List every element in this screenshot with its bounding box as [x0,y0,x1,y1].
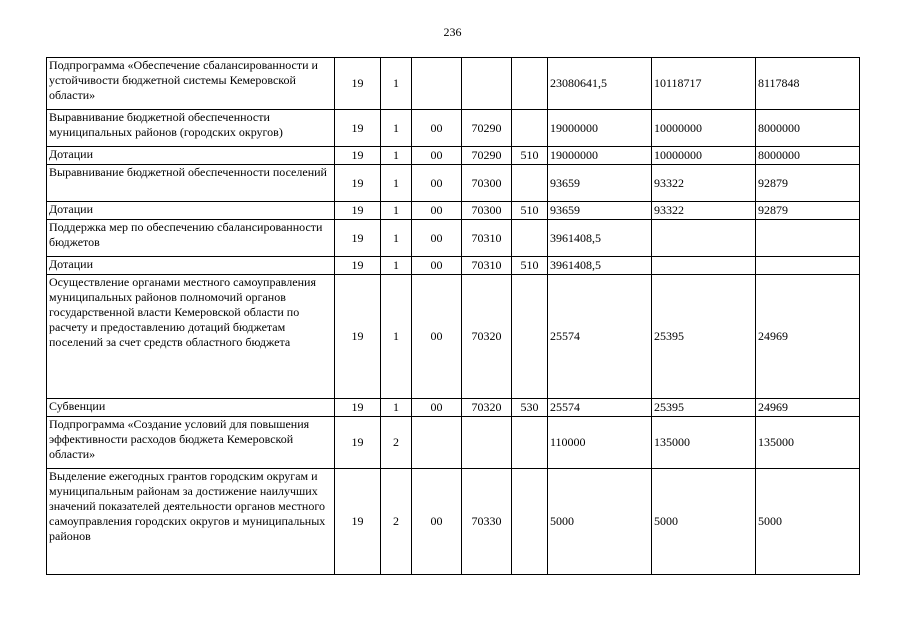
row-value-3: 135000 [756,417,860,469]
row-code-4 [462,417,512,469]
row-code-4: 70290 [462,147,512,165]
row-name: Подпрограмма «Обеспечение сбалансированности и устойчивости бюджетной системы Кемеровской области» [47,58,335,110]
row-code-3: 00 [412,202,462,220]
row-code-4: 70310 [462,257,512,275]
row-value-1: 5000 [548,469,652,575]
row-value-1: 3961408,5 [548,220,652,257]
row-value-1: 23080641,5 [548,58,652,110]
row-code-5 [512,110,548,147]
row-value-1: 93659 [548,165,652,202]
row-code-5: 530 [512,399,548,417]
row-code-1: 19 [335,147,381,165]
row-code-4 [462,58,512,110]
row-value-2: 10000000 [652,147,756,165]
table-row [47,275,860,399]
row-code-3 [412,58,462,110]
row-name: Выравнивание бюджетной обеспеченности поселений [47,165,335,202]
row-code-1: 19 [335,417,381,469]
row-code-1: 19 [335,220,381,257]
row-value-2 [652,257,756,275]
table-row [47,58,860,110]
row-code-4: 70330 [462,469,512,575]
row-code-2: 1 [381,257,412,275]
row-code-4: 70310 [462,220,512,257]
row-code-2: 2 [381,417,412,469]
row-code-5 [512,165,548,202]
row-value-3: 8117848 [756,58,860,110]
row-name: Подпрограмма «Создание условий для повышения эффективности расходов бюджета Кемеровской области» [47,417,335,469]
row-code-2: 1 [381,165,412,202]
row-code-1: 19 [335,399,381,417]
table-row [47,257,860,275]
table-row [47,220,860,257]
page-number: 236 [443,25,462,39]
row-code-3: 00 [412,110,462,147]
row-code-3: 00 [412,399,462,417]
row-name: Субвенции [47,399,335,417]
row-value-3: 92879 [756,165,860,202]
row-value-3: 5000 [756,469,860,575]
row-value-2: 10118717 [652,58,756,110]
table-row [47,202,860,220]
row-name: Дотации [47,147,335,165]
table-row [47,165,860,202]
row-code-5 [512,469,548,575]
row-value-1: 93659 [548,202,652,220]
row-value-3: 8000000 [756,147,860,165]
row-code-2: 1 [381,58,412,110]
row-code-1: 19 [335,275,381,399]
row-code-5 [512,58,548,110]
row-code-3 [412,417,462,469]
row-value-2: 93322 [652,202,756,220]
row-code-5 [512,275,548,399]
row-code-2: 1 [381,110,412,147]
row-code-4: 70300 [462,202,512,220]
row-code-4: 70300 [462,165,512,202]
table-row [47,469,860,575]
row-value-2: 135000 [652,417,756,469]
row-value-2: 93322 [652,165,756,202]
row-value-2: 5000 [652,469,756,575]
row-code-1: 19 [335,165,381,202]
row-code-5: 510 [512,147,548,165]
row-code-4: 70320 [462,275,512,399]
row-code-1: 19 [335,110,381,147]
row-code-5 [512,220,548,257]
row-value-2: 25395 [652,275,756,399]
row-value-2 [652,220,756,257]
row-code-2: 1 [381,147,412,165]
row-code-3: 00 [412,220,462,257]
row-value-2: 25395 [652,399,756,417]
row-code-1: 19 [335,257,381,275]
row-code-3: 00 [412,469,462,575]
row-value-3 [756,220,860,257]
row-code-2: 1 [381,275,412,399]
row-name: Выравнивание бюджетной обеспеченности муниципальных районов (городских округов) [47,110,335,147]
table-row [47,399,860,417]
row-value-3: 8000000 [756,110,860,147]
row-name: Дотации [47,202,335,220]
row-value-2: 10000000 [652,110,756,147]
row-code-5: 510 [512,202,548,220]
table-row [47,417,860,469]
row-code-3: 00 [412,165,462,202]
row-value-3 [756,257,860,275]
table-row [47,110,860,147]
row-value-1: 3961408,5 [548,257,652,275]
row-code-5: 510 [512,257,548,275]
row-code-2: 1 [381,399,412,417]
row-name: Выделение ежегодных грантов городским округам и муниципальным районам за достижение наилучших значений показателей деятельности органов местного самоуправления городских округов и муниципальных районов [47,469,335,575]
row-name: Осуществление органами местного самоуправления муниципальных районов полномочий органов государственной власти Кемеровской области по расчету и предоставлению дотаций бюджетам поселений за счет средств областного бюджета [47,275,335,399]
row-value-3: 92879 [756,202,860,220]
row-code-1: 19 [335,469,381,575]
row-code-3: 00 [412,147,462,165]
row-code-2: 1 [381,220,412,257]
row-code-1: 19 [335,58,381,110]
row-value-3: 24969 [756,399,860,417]
row-code-2: 1 [381,202,412,220]
table-row [47,147,860,165]
row-name: Поддержка мер по обеспечению сбалансированности бюджетов [47,220,335,257]
row-code-1: 19 [335,202,381,220]
row-code-2: 2 [381,469,412,575]
row-value-1: 110000 [548,417,652,469]
row-code-5 [512,417,548,469]
row-name: Дотации [47,257,335,275]
row-value-1: 25574 [548,399,652,417]
row-value-1: 19000000 [548,147,652,165]
row-value-1: 19000000 [548,110,652,147]
row-value-1: 25574 [548,275,652,399]
row-code-4: 70320 [462,399,512,417]
row-code-3: 00 [412,275,462,399]
budget-table [46,57,860,575]
row-code-4: 70290 [462,110,512,147]
row-value-3: 24969 [756,275,860,399]
row-code-3: 00 [412,257,462,275]
